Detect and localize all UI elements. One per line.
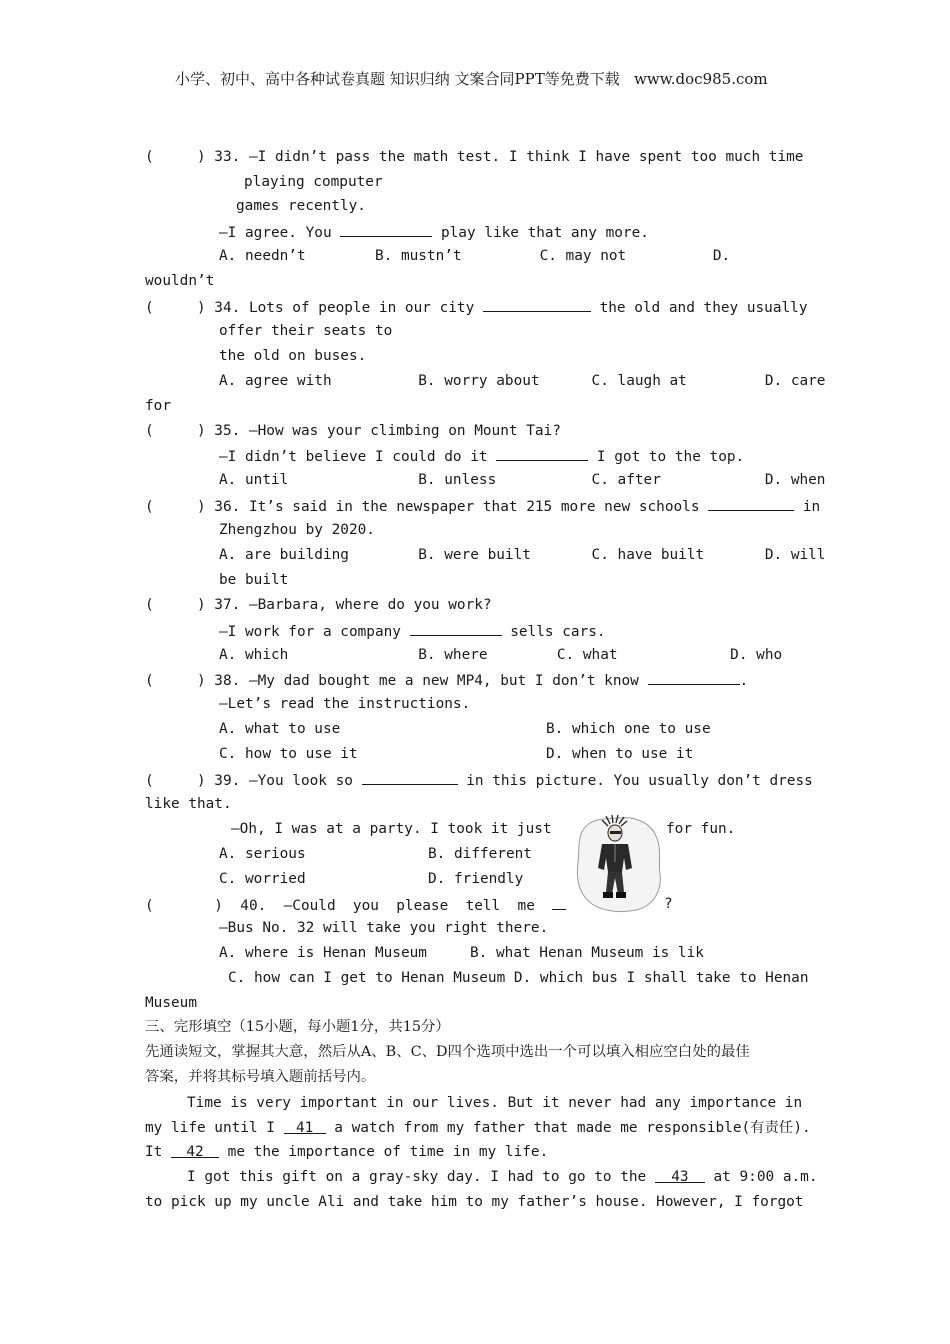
section-instructions-line1: 先通读短文，掌握其大意，然后从A、B、C、D四个选项中选出一个可以填入相应空白处的最佳 <box>145 1044 750 1060</box>
passage-text: I got this gift on a gray-sky day. I had to go to the <box>187 1169 655 1185</box>
q40-blank[interactable] <box>552 895 566 910</box>
page-header: 小学、初中、高中各种试卷真题 知识归纳 文案合同PPT等免费下载 www.doc985.com <box>175 70 768 88</box>
q34-options: A. agree with B. worry about C. laugh at D. care <box>219 373 826 389</box>
q39-line2a: —Oh, I was at a party. I took it just <box>231 821 552 837</box>
passage-text: a watch from my father that made me responsible(有责任). <box>325 1120 811 1136</box>
q35-text-a: —I didn’t believe I could do it <box>219 449 497 465</box>
q39-option-a: A. serious <box>219 846 306 862</box>
q37-options: A. which B. where C. what D. who <box>219 647 783 663</box>
q34-line2: offer their seats to <box>219 323 393 339</box>
q33-line3: games recently. <box>236 198 366 214</box>
q40-option-a: A. where is Henan Museum <box>219 945 427 961</box>
q36-text-b: in <box>794 499 821 515</box>
q39-option-c: C. worried <box>219 871 306 887</box>
q36-option-wrap: be built <box>219 572 289 588</box>
q36-options: A. are building B. were built C. have built D. will <box>219 547 826 563</box>
q39-line1-wrap: like that. <box>145 796 232 812</box>
q33-option-wrap: wouldn’t <box>145 273 215 289</box>
q33-line2: playing computer <box>244 174 383 190</box>
q39-blank[interactable] <box>362 770 458 785</box>
passage-text: my life until I <box>145 1120 284 1136</box>
passage-p2-line2: to pick up my uncle Ali and take him to my father’s house. However, I forgot <box>145 1194 804 1210</box>
blank-42-number: 42 <box>186 1144 204 1160</box>
q39-line1 <box>145 770 813 790</box>
q39-option-d: D. friendly <box>428 871 524 887</box>
q39-option-b: B. different <box>428 846 532 862</box>
q35-blank[interactable] <box>496 446 588 461</box>
passage-p1-line1: Time is very important in our lives. But it never had any importance in <box>187 1095 803 1111</box>
passage-text: me the importance of time in my life. <box>219 1144 549 1160</box>
q33-line1: ( ) 33. —I didn’t pass the math test. I think I have spent too much time <box>145 149 804 165</box>
q33-blank[interactable] <box>340 222 432 237</box>
q40-option-wrap: Museum <box>145 995 197 1011</box>
blank-42[interactable] <box>171 1143 219 1158</box>
passage-p1-line2 <box>145 1119 811 1137</box>
q34-line1 <box>145 297 808 317</box>
q38-option-c: C. how to use it <box>219 746 358 762</box>
q37-text-a: —I work for a company <box>219 624 410 640</box>
q38-text-a: ( ) 38. —My dad bought me a new MP4, but I don’t know <box>145 673 648 689</box>
q34-text-a: ( ) 34. Lots of people in our city <box>145 300 483 316</box>
q33-line4 <box>219 222 649 242</box>
q40-text-a: ( ) 40. —Could you please tell me <box>145 898 553 914</box>
party-boy-icon <box>572 814 664 914</box>
q38-blank[interactable] <box>648 670 740 685</box>
q38-option-b: B. which one to use <box>546 721 711 737</box>
q34-line3: the old on buses. <box>219 348 367 364</box>
q36-blank[interactable] <box>708 496 794 511</box>
q40-option-b: B. what Henan Museum is lik <box>470 945 704 961</box>
section-title: 三、完形填空（15小题，每小题1分，共15分） <box>145 1019 450 1035</box>
q38-text-b: . <box>739 673 749 689</box>
q37-blank[interactable] <box>410 621 502 636</box>
q40-line1 <box>145 895 566 915</box>
q36-line1 <box>145 496 820 516</box>
q40-line2: —Bus No. 32 will take you right there. <box>219 920 549 936</box>
blank-43[interactable] <box>655 1168 705 1183</box>
q39-text-b: in this picture. You usually don’t dress <box>457 773 813 789</box>
q33-text-a: —I agree. You <box>219 225 341 241</box>
blank-41[interactable] <box>284 1119 326 1134</box>
q35-text-b: I got to the top. <box>588 449 745 465</box>
q40-line1-end: ? <box>664 896 673 912</box>
blank-41-number: 41 <box>295 1120 314 1136</box>
q35-line1: ( ) 35. —How was your climbing on Mount Tai? <box>145 423 561 439</box>
q36-text-a: ( ) 36. It’s said in the newspaper that 215 more new schools <box>145 499 709 515</box>
q34-text-b: the old and they usually <box>590 300 808 316</box>
section-instructions-line2: 答案，并将其标号填入题前括号内。 <box>145 1069 376 1085</box>
q36-line2: Zhengzhou by 2020. <box>219 522 375 538</box>
q33-options: A. needn’t B. mustn’t C. may not D. <box>219 248 731 264</box>
q34-option-wrap: for <box>145 398 171 414</box>
q35-line2 <box>219 446 744 466</box>
passage-text: It <box>145 1144 171 1160</box>
q37-text-b: sells cars. <box>501 624 606 640</box>
q35-options: A. until B. unless C. after D. when <box>219 472 826 488</box>
passage-p1-line3 <box>145 1143 548 1161</box>
blank-43-number: 43 <box>671 1169 689 1185</box>
q37-line2 <box>219 621 606 641</box>
q33-text-b: play like that any more. <box>432 225 649 241</box>
q40-options-cd: C. how can I get to Henan Museum D. which bus I shall take to Henan <box>228 970 809 986</box>
q39-text-a: ( ) 39. —You look so <box>145 773 362 789</box>
q38-line2: —Let’s read the instructions. <box>219 696 471 712</box>
q37-line1: ( ) 37. —Barbara, where do you work? <box>145 597 492 613</box>
passage-text: at 9:00 a.m. <box>704 1169 818 1185</box>
q38-option-d: D. when to use it <box>546 746 694 762</box>
q34-blank[interactable] <box>483 297 591 312</box>
passage-p2-line1 <box>187 1168 818 1186</box>
q39-line2b: for fun. <box>666 821 736 837</box>
q38-option-a: A. what to use <box>219 721 341 737</box>
q38-line1 <box>145 670 748 690</box>
